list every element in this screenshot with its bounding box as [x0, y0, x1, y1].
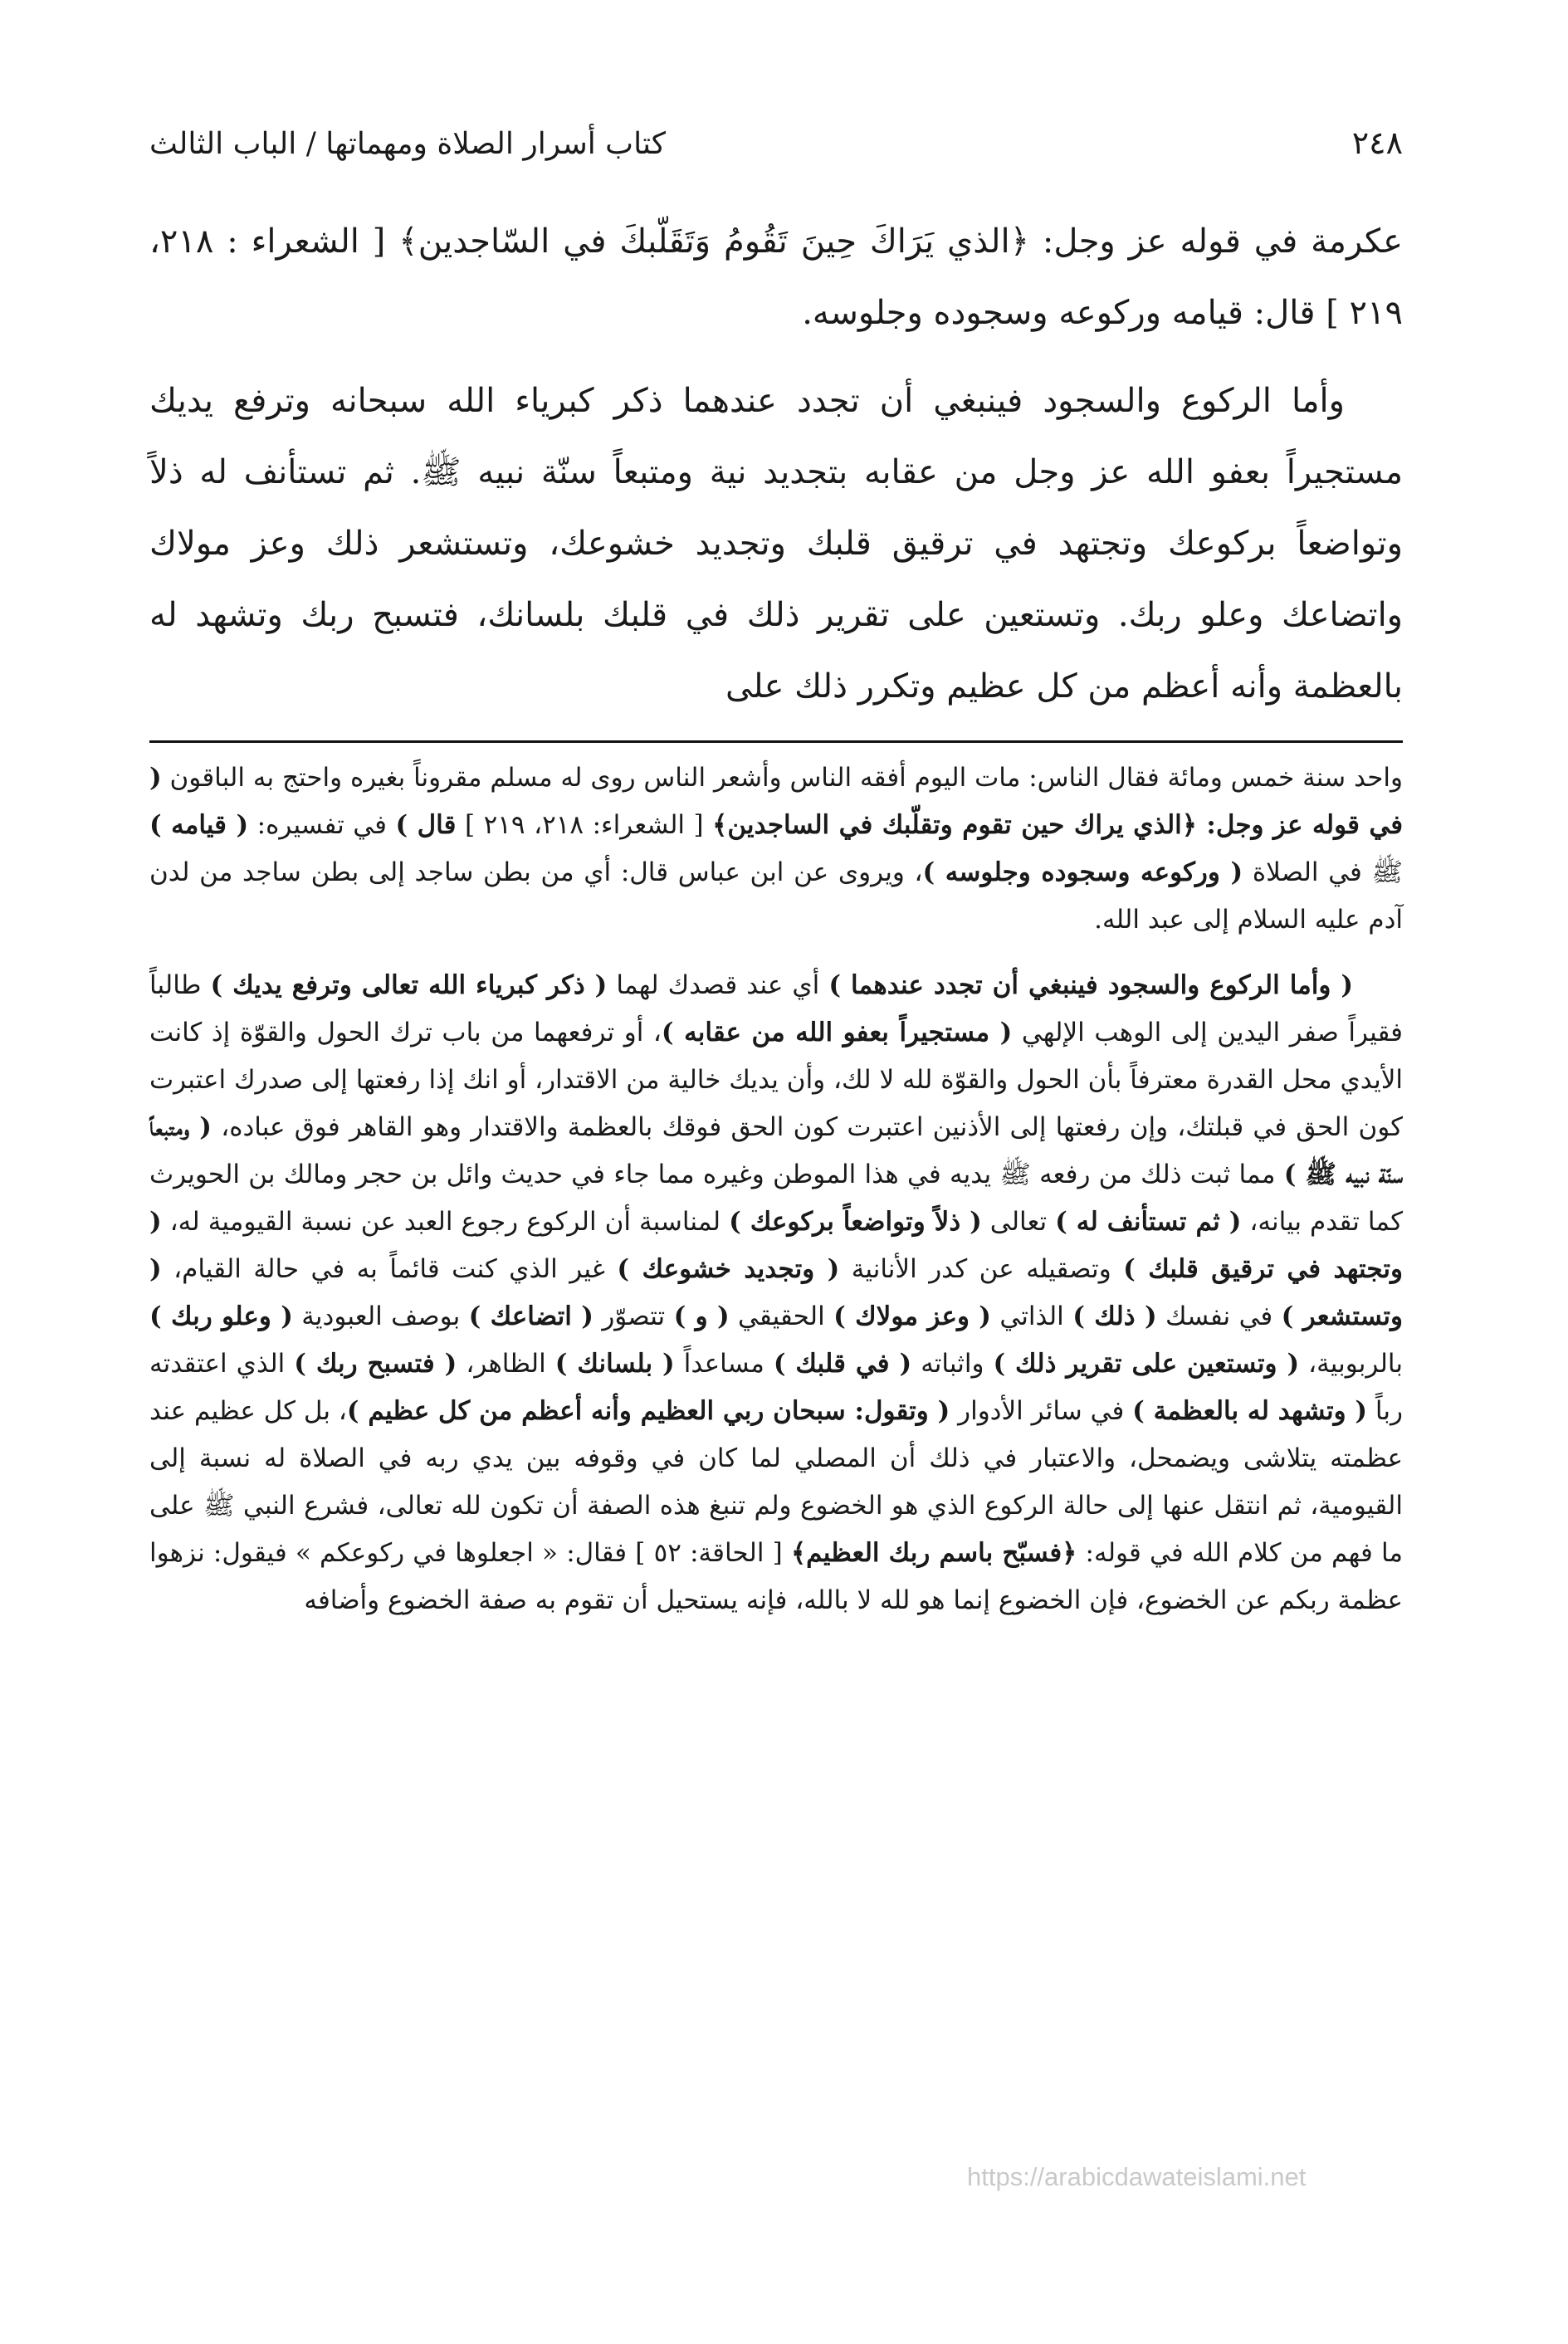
commentary-paragraph-1: [149, 962, 1403, 1624]
commentary-quoted-text: ( ذلك ): [1072, 1301, 1157, 1331]
commentary-text: واحد سنة خمس ومائة فقال الناس: مات اليوم أفقه الناس وأشعر الناس روى له مسلم مقروناً بغيره واحتج به الباقون: [161, 763, 1403, 793]
commentary-quoted-text: ( ثم تستأنف له ): [1055, 1207, 1242, 1237]
commentary-quoted-text: ( ذكر كبرياء الله تعالى وترفع يديك ): [210, 970, 608, 1000]
commentary-text: ﷺ في الصلاة: [1243, 857, 1403, 887]
commentary-text: الذاتي: [990, 1301, 1073, 1331]
commentary-text: [ الشعراء: ٢١٨، ٢١٩ ]: [456, 810, 713, 840]
commentary-quoted-text: ( وركوعه وسجوده وجلوسه ): [922, 857, 1243, 887]
commentary-quoted-text: قال ): [395, 810, 457, 840]
commentary-text: غير الذي كنت قائماً به في حالة القيام،: [161, 1254, 618, 1284]
commentary-text: تعالى: [981, 1207, 1056, 1237]
commentary-text: لمناسبة أن الركوع رجوع العبد عن نسبة القيومية له،: [161, 1207, 730, 1237]
commentary-text: ، ويروى عن ابن عباس قال: أي من بطن ساجد إلى بطن ساجد من لدن آدم عليه السلام إلى عبد الله.: [149, 857, 1403, 935]
commentary-quoted-text: ( اتضاعك ): [468, 1301, 593, 1331]
commentary-text: مساعداً: [674, 1349, 774, 1379]
commentary-text: في نفسك: [1156, 1301, 1282, 1331]
running-title: كتاب أسرار الصلاة ومهماتها / الباب الثالث: [149, 127, 667, 161]
page-header: [149, 125, 1403, 183]
footnote-divider: [149, 740, 1403, 743]
commentary-text: الذي اعتقدته رباً: [149, 1349, 1403, 1426]
commentary-quoted-text: ( و ): [673, 1301, 730, 1331]
commentary: [149, 754, 1403, 1624]
commentary-quoted-text: ( وتستعين على تقرير ذلك ): [993, 1349, 1300, 1379]
commentary-text: ، أو ترفعهما من باب ترك الحول والقوّة إذ كانت الأيدي محل القدرة معترفاً بأن الحول والقوّة لله لا لك، وأن يديك خالية من الاقتدار، أو انك إذا رفعتها إلى صدرك اعتبرت كون الحق في قبلتك، وإن رفعتها إلى الأذنين اعتبرت كون الحق فوقك بالعظمة والاقتدار وهو القاهر فوق عباده،: [149, 1018, 1403, 1142]
commentary-text: بوصف العبودية: [292, 1301, 469, 1331]
commentary-quoted-text: ( وأما الركوع والسجود فينبغي أن تجدد عندهما ): [828, 970, 1354, 1000]
commentary-text: [ الحاقة: ٥٢ ] فقال: « اجعلوها في ركوعكم » فيقول: نزهوا عظمة ربكم عن الخضوع، فإن الخضوع إنما هو لله لا بالله، فإنه يستحيل أن تقوم به صفة الخضوع وأضافه: [149, 1538, 1403, 1615]
commentary-text: مما ثبت ذلك من رفعه ﷺ يديه في هذا الموطن وغيره مما جاء في حديث وائل بن حجر ومالك بن الحويرث كما تقدم بيانه،: [149, 1160, 1403, 1237]
commentary-quoted-text: ( ذلاً وتواضعاً بركوعك ): [729, 1207, 982, 1237]
commentary-text: طالباً فقيراً صفر اليدين إلى الوهب الإلهي: [149, 970, 1403, 1047]
commentary-quoted-text: ( وتستشعر ): [149, 1254, 1404, 1331]
main-paragraph: عكرمة في قوله عز وجل: ﴿الذي يَرَاكَ حِينَ تَقُومُ وَتَقَلّبكَ في السّاجدين﴾ [ الشعراء : ٢١٨، ٢١٩ ] قال: قيامه وركوعه وسجوده وجلوسه.: [149, 222, 1403, 332]
commentary-text: في سائر الأدوار: [950, 1396, 1133, 1426]
page-number: ٢٤٨: [1351, 125, 1403, 161]
commentary-quoted-text: ( وتقول: سبحان ربي العظيم وأنه أعظم من كل عظيم ): [346, 1396, 950, 1426]
main-paragraph: وأما الركوع والسجود فينبغي أن تجدد عندهما ذكر كبرياء الله سبحانه وترفع يديك مستجيراً بعفو الله عز وجل من عقابه بتجديد نية ومتبعاً سنّة نبيه ﷺ. ثم تستأنف له ذلاً وتواضعاً بركوعك وتجتهد في ترقيق قلبك وتجديد خشوعك، وتستشعر ذلك وعز مولاك واتضاعك وعلو ربك. وتستعين على تقرير ذلك في قلبك بلسانك، فتسبح ربك وتشهد له بالعظمة وأنه أعظم من كل عظيم وتكرر ذلك على: [149, 382, 1403, 706]
commentary-text: بالربوبية،: [1299, 1349, 1403, 1379]
commentary-text: الظاهر،: [457, 1349, 555, 1379]
commentary-paragraph-0: [149, 754, 1403, 944]
commentary-text: واثباته: [911, 1349, 994, 1379]
commentary-quoted-text: ( وتجديد خشوعك ): [617, 1254, 840, 1284]
commentary-quoted-text: ( وعلو ربك ): [149, 1301, 293, 1331]
main-text: [149, 206, 1403, 722]
book-page: [149, 125, 1403, 1624]
commentary-quoted-text: ( مستجيراً بعفو الله من عقابه ): [661, 1018, 1013, 1047]
commentary-quoted-text: ( ومتبعاً سنّة نبيه ﷺ ): [149, 1112, 1403, 1189]
commentary-quoted-text: ( فتسبح ربك ): [294, 1349, 457, 1379]
commentary-quoted-text: ﴿فسبّح باسم ربك العظيم﴾: [790, 1538, 1077, 1568]
commentary-text: وتصقيله عن كدر الأنانية: [839, 1254, 1124, 1284]
commentary-quoted-text: ( في قلبك ): [773, 1349, 912, 1379]
commentary-quoted-text: ( في قوله عز وجل: ﴿الذي يراك حين تقوم وتقلّبك في الساجدين﴾: [149, 763, 1404, 840]
commentary-text: ، بل كل عظيم عند عظمته يتلاشى ويضمحل، والاعتبار في ذلك أن المصلي لما كان في وقوفه بين يدي ربه في الصلاة له نسبة إلى القيومية، ثم انتقل عنها إلى حالة الركوع الذي هو الخضوع ولم تنبغ هذه الصفة أن تكون لله تعالى، فشرع النبي ﷺ على ما فهم من كلام الله في قوله:: [149, 1396, 1403, 1568]
commentary-quoted-text: ( وعز مولاك ): [833, 1301, 991, 1331]
commentary-text: أي عند قصدك لهما: [607, 970, 829, 1000]
commentary-text: في تفسيره:: [248, 810, 396, 840]
commentary-quoted-text: ( قيامه ): [149, 810, 249, 840]
commentary-text: الحقيقي: [729, 1301, 834, 1331]
commentary-quoted-text: ( بلسانك ): [554, 1349, 675, 1379]
commentary-quoted-text: ( وتجتهد في ترقيق قلبك ): [149, 1207, 1404, 1284]
watermark-url: https://arabicdawateislami.net: [967, 2162, 1307, 2191]
commentary-quoted-text: ( وتشهد له بالعظمة ): [1132, 1396, 1368, 1426]
commentary-text: تتصوّر: [593, 1301, 674, 1331]
